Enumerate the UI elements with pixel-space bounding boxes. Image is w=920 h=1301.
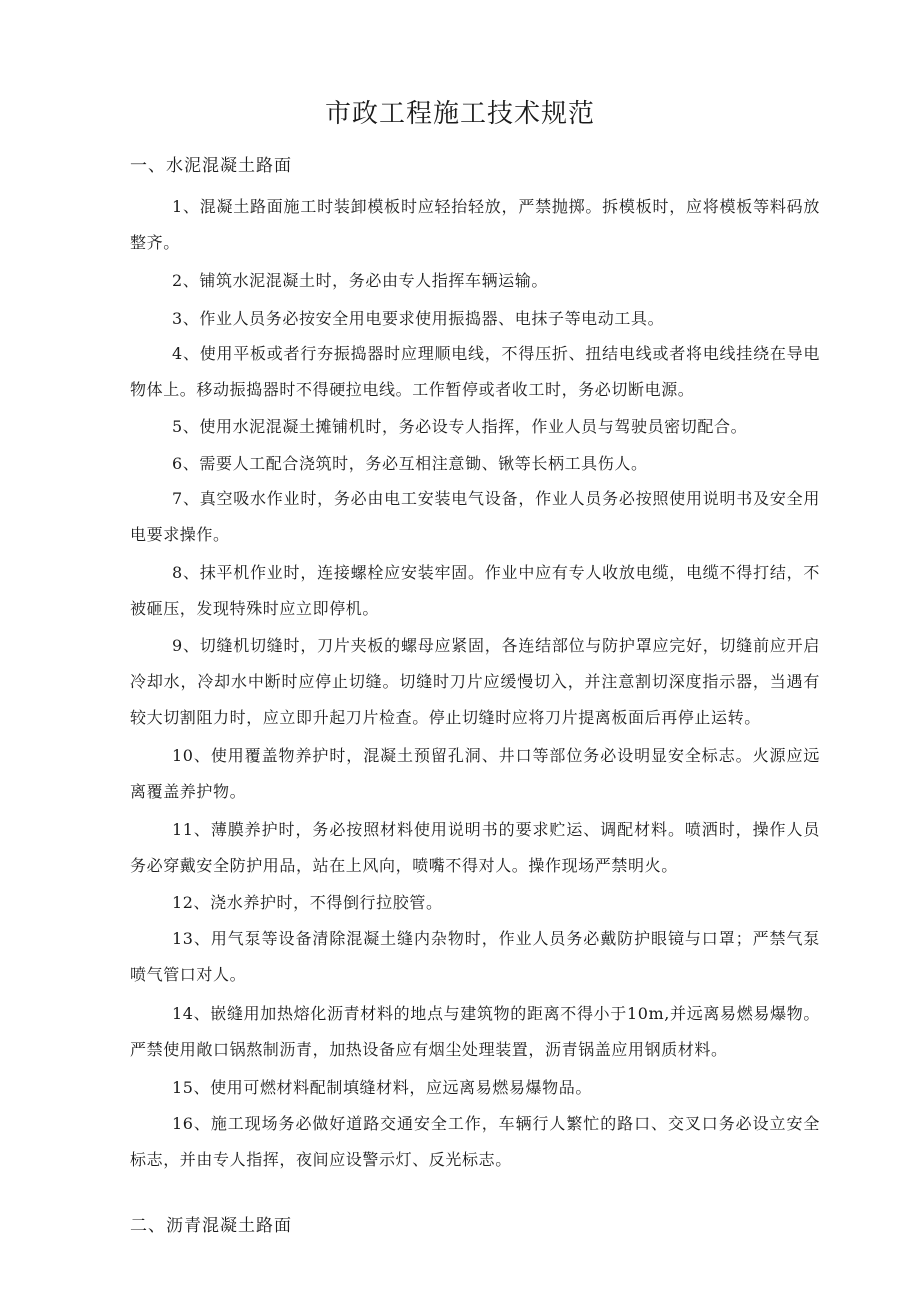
clause-11: 11、薄膜养护时，务必按照材料使用说明书的要求贮运、调配材料。喷洒时，操作人员务必穿戴安全防护用品，站在上风向，喷嘴不得对人。操作现场严禁明火。 <box>130 820 820 875</box>
section-heading-asphalt-concrete: 二、沥青混凝土路面 <box>130 1216 292 1236</box>
clause-3: 3、作业人员务必按安全用电要求使用振捣器、电抹子等电动工具。 <box>172 309 665 328</box>
clause-4: 4、使用平板或者行夯振捣器时应理顺电线，不得压折、扭结电线或者将电线挂绕在导电物体上。移动振捣器时不得硬拉电线。工作暂停或者收工时，务必切断电源。 <box>130 344 820 399</box>
clause-8: 8、抹平机作业时，连接螺栓应安装牢固。作业中应有专人收放电缆，电缆不得打结，不被砸压，发现特殊时应立即停机。 <box>130 563 820 618</box>
clause-10: 10、使用覆盖物养护时，混凝土预留孔洞、井口等部位务必设明显安全标志。火源应远离覆盖养护物。 <box>130 746 820 801</box>
clause-5: 5、使用水泥混凝土摊铺机时，务必设专人指挥，作业人员与驾驶员密切配合。 <box>172 417 748 436</box>
clause-6: 6、需要人工配合浇筑时，务必互相注意锄、锹等长柄工具伤人。 <box>172 454 648 473</box>
page-title: 市政工程施工技术规范 <box>324 99 595 129</box>
clause-16: 16、施工现场务必做好道路交通安全工作，车辆行人繁忙的路口、交叉口务必设立安全标志，并由专人指挥，夜间应设警示灯、反光标志。 <box>130 1114 820 1169</box>
clause-12: 12、浇水养护时，不得倒行拉胶管。 <box>172 893 443 912</box>
clause-1: 1、混凝土路面施工时装卸模板时应轻抬轻放，严禁抛掷。拆模板时，应将模板等料码放整齐。 <box>130 197 820 252</box>
section-heading-cement-concrete: 一、水泥混凝土路面 <box>130 156 292 176</box>
clause-7: 7、真空吸水作业时，务必由电工安装电气设备，作业人员务必按照使用说明书及安全用电要求操作。 <box>130 489 820 544</box>
clause-9: 9、切缝机切缝时，刀片夹板的螺母应紧固，各连结部位与防护罩应完好，切缝前应开启冷却水，冷却水中断时应停止切缝。切缝时刀片应缓慢切入，并注意割切深度指示器，当遇有较大切割阻力时，应立即升起刀片检查。停止切缝时应将刀片提离板面后再停止运转。 <box>130 636 820 727</box>
clause-13: 13、用气泵等设备清除混凝土缝内杂物时，作业人员务必戴防护眼镜与口罩；严禁气泵喷气管口对人。 <box>130 929 820 984</box>
clause-14: 14、嵌缝用加热熔化沥青材料的地点与建筑物的距离不得小于10m,并远离易燃易爆物。严禁使用敞口锅熬制沥青，加热设备应有烟尘处理装置，沥青锅盖应用钢质材料。 <box>130 1004 820 1059</box>
clause-2: 2、铺筑水泥混凝土时，务必由专人指挥车辆运输。 <box>172 271 548 290</box>
clause-15: 15、使用可燃材料配制填缝材料，应远离易燃易爆物品。 <box>172 1078 592 1097</box>
